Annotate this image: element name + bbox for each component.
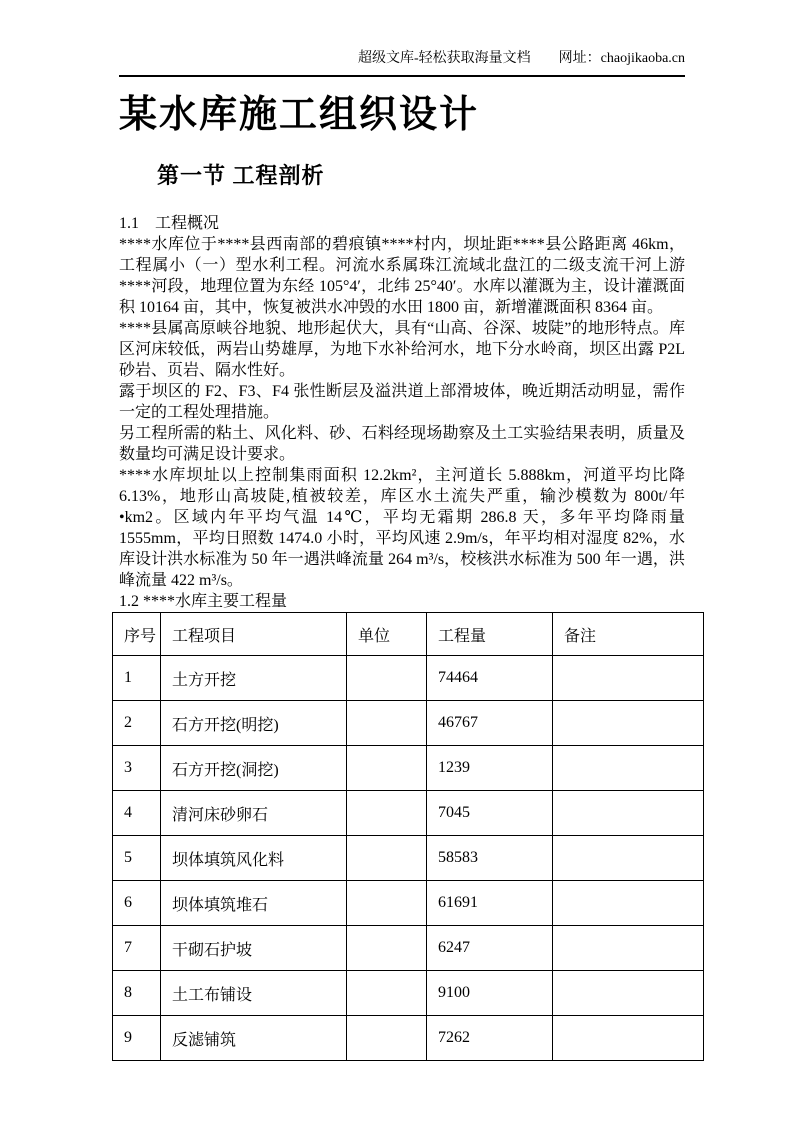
table-row — [113, 836, 704, 881]
cell-qty: 61691 — [427, 881, 553, 926]
table-row — [113, 926, 704, 971]
cell-remark — [553, 1016, 704, 1061]
cell-seq: 4 — [113, 791, 161, 836]
cell-unit — [347, 971, 427, 1016]
quantities-table — [112, 612, 704, 1061]
cell-remark — [553, 836, 704, 881]
body-text-block — [119, 234, 685, 591]
document-title: 某水库施工组织设计 — [119, 94, 480, 136]
cell-unit — [347, 881, 427, 926]
body-paragraph: ****水库坝址以上控制集雨面积 12.2km²，主河道长 5.888km，河道平均比降 6.13%，地形山高坡陡,植被较差，库区水土流失严重，输沙模数为 800t/年 •km2。区域内年平均气温 14℃，平均无霜期 286.8 天，多年平均降雨量 1555mm，平均日照数 1474.0 小时，平均风速 2.9m/s，年平均相对湿度 82%，水库设计洪水标准为 50 年一遇洪峰流量 264 m³/s，校核洪水标准为 500 年一遇，洪峰流量 422 m³/s。 — [119, 467, 685, 589]
cell-unit — [347, 656, 427, 701]
column-header-unit: 单位 — [347, 613, 427, 656]
section-heading: 第一节 工程剖析 — [157, 163, 325, 188]
cell-qty: 7262 — [427, 1016, 553, 1061]
cell-qty: 58583 — [427, 836, 553, 881]
cell-seq: 2 — [113, 701, 161, 746]
table-row — [113, 971, 704, 1016]
cell-unit — [347, 746, 427, 791]
cell-item: 土方开挖 — [161, 656, 347, 701]
cell-remark — [553, 881, 704, 926]
cell-item: 反滤铺筑 — [161, 1016, 347, 1061]
cell-qty: 6247 — [427, 926, 553, 971]
subsection-1-2-heading: 1.2 ****水库主要工程量 — [119, 593, 288, 610]
body-paragraph: 另工程所需的粘土、风化料、砂、石料经现场勘察及土工实验结果表明，质量及数量均可满足设计要求。 — [119, 425, 685, 463]
column-header-seq: 序号 — [113, 613, 161, 656]
table-row — [113, 656, 704, 701]
column-header-remark: 备注 — [553, 613, 704, 656]
cell-item: 干砌石护坡 — [161, 926, 347, 971]
cell-unit — [347, 701, 427, 746]
table-row — [113, 746, 704, 791]
cell-item: 石方开挖(洞挖) — [161, 746, 347, 791]
subsection-1-1-heading: 1.1 工程概况 — [119, 215, 220, 232]
cell-seq: 9 — [113, 1016, 161, 1061]
cell-item: 坝体填筑堆石 — [161, 881, 347, 926]
cell-qty: 9100 — [427, 971, 553, 1016]
table-row — [113, 701, 704, 746]
table-row — [113, 791, 704, 836]
cell-qty: 7045 — [427, 791, 553, 836]
cell-remark — [553, 746, 704, 791]
cell-remark — [553, 791, 704, 836]
cell-seq: 6 — [113, 881, 161, 926]
cell-qty: 46767 — [427, 701, 553, 746]
cell-remark — [553, 656, 704, 701]
cell-item: 坝体填筑风化料 — [161, 836, 347, 881]
body-paragraph: ****县属高原峡谷地貌、地形起伏大，具有“山高、谷深、坡陡”的地形特点。库区河床较低，两岩山势雄厚，为地下水补给河水，地下分水岭商，坝区出露 P2L 砂岩、页岩、隔水性好。 — [119, 320, 685, 379]
cell-item: 石方开挖(明挖) — [161, 701, 347, 746]
body-paragraph: 露于坝区的 F2、F3、F4 张性断层及溢洪道上部滑坡体，晚近期活动明显，需作一定的工程处理措施。 — [119, 383, 685, 421]
document-page — [119, 50, 685, 1061]
table-header-row — [113, 613, 704, 656]
cell-remark — [553, 926, 704, 971]
column-header-item: 工程项目 — [161, 613, 347, 656]
cell-seq: 1 — [113, 656, 161, 701]
cell-seq: 5 — [113, 836, 161, 881]
table-row — [113, 1016, 704, 1061]
header-rule — [119, 75, 685, 77]
cell-seq: 3 — [113, 746, 161, 791]
table-row — [113, 881, 704, 926]
cell-seq: 8 — [113, 971, 161, 1016]
body-paragraph: ****水库位于****县西南部的碧痕镇****村内，坝址距****县公路距离 46km，工程属小（一）型水利工程。河流水系属珠江流域北盘江的二级支流干河上游****河段，地理位置为东经 105°4′，北纬 25°40′。水库以灌溉为主，设计灌溉面积 10164 亩，其中，恢复被洪水冲毁的水田 1800 亩，新增灌溉面积 8364 亩。 — [119, 236, 685, 316]
page-header-text: 超级文库-轻松获取海量文档 网址：chaojikaoba.cn — [357, 51, 685, 66]
cell-qty: 1239 — [427, 746, 553, 791]
cell-unit — [347, 926, 427, 971]
cell-unit — [347, 836, 427, 881]
cell-remark — [553, 701, 704, 746]
cell-qty: 74464 — [427, 656, 553, 701]
cell-remark — [553, 971, 704, 1016]
cell-seq: 7 — [113, 926, 161, 971]
cell-item: 土工布铺设 — [161, 971, 347, 1016]
cell-item: 清河床砂卵石 — [161, 791, 347, 836]
column-header-qty: 工程量 — [427, 613, 553, 656]
cell-unit — [347, 1016, 427, 1061]
cell-unit — [347, 791, 427, 836]
